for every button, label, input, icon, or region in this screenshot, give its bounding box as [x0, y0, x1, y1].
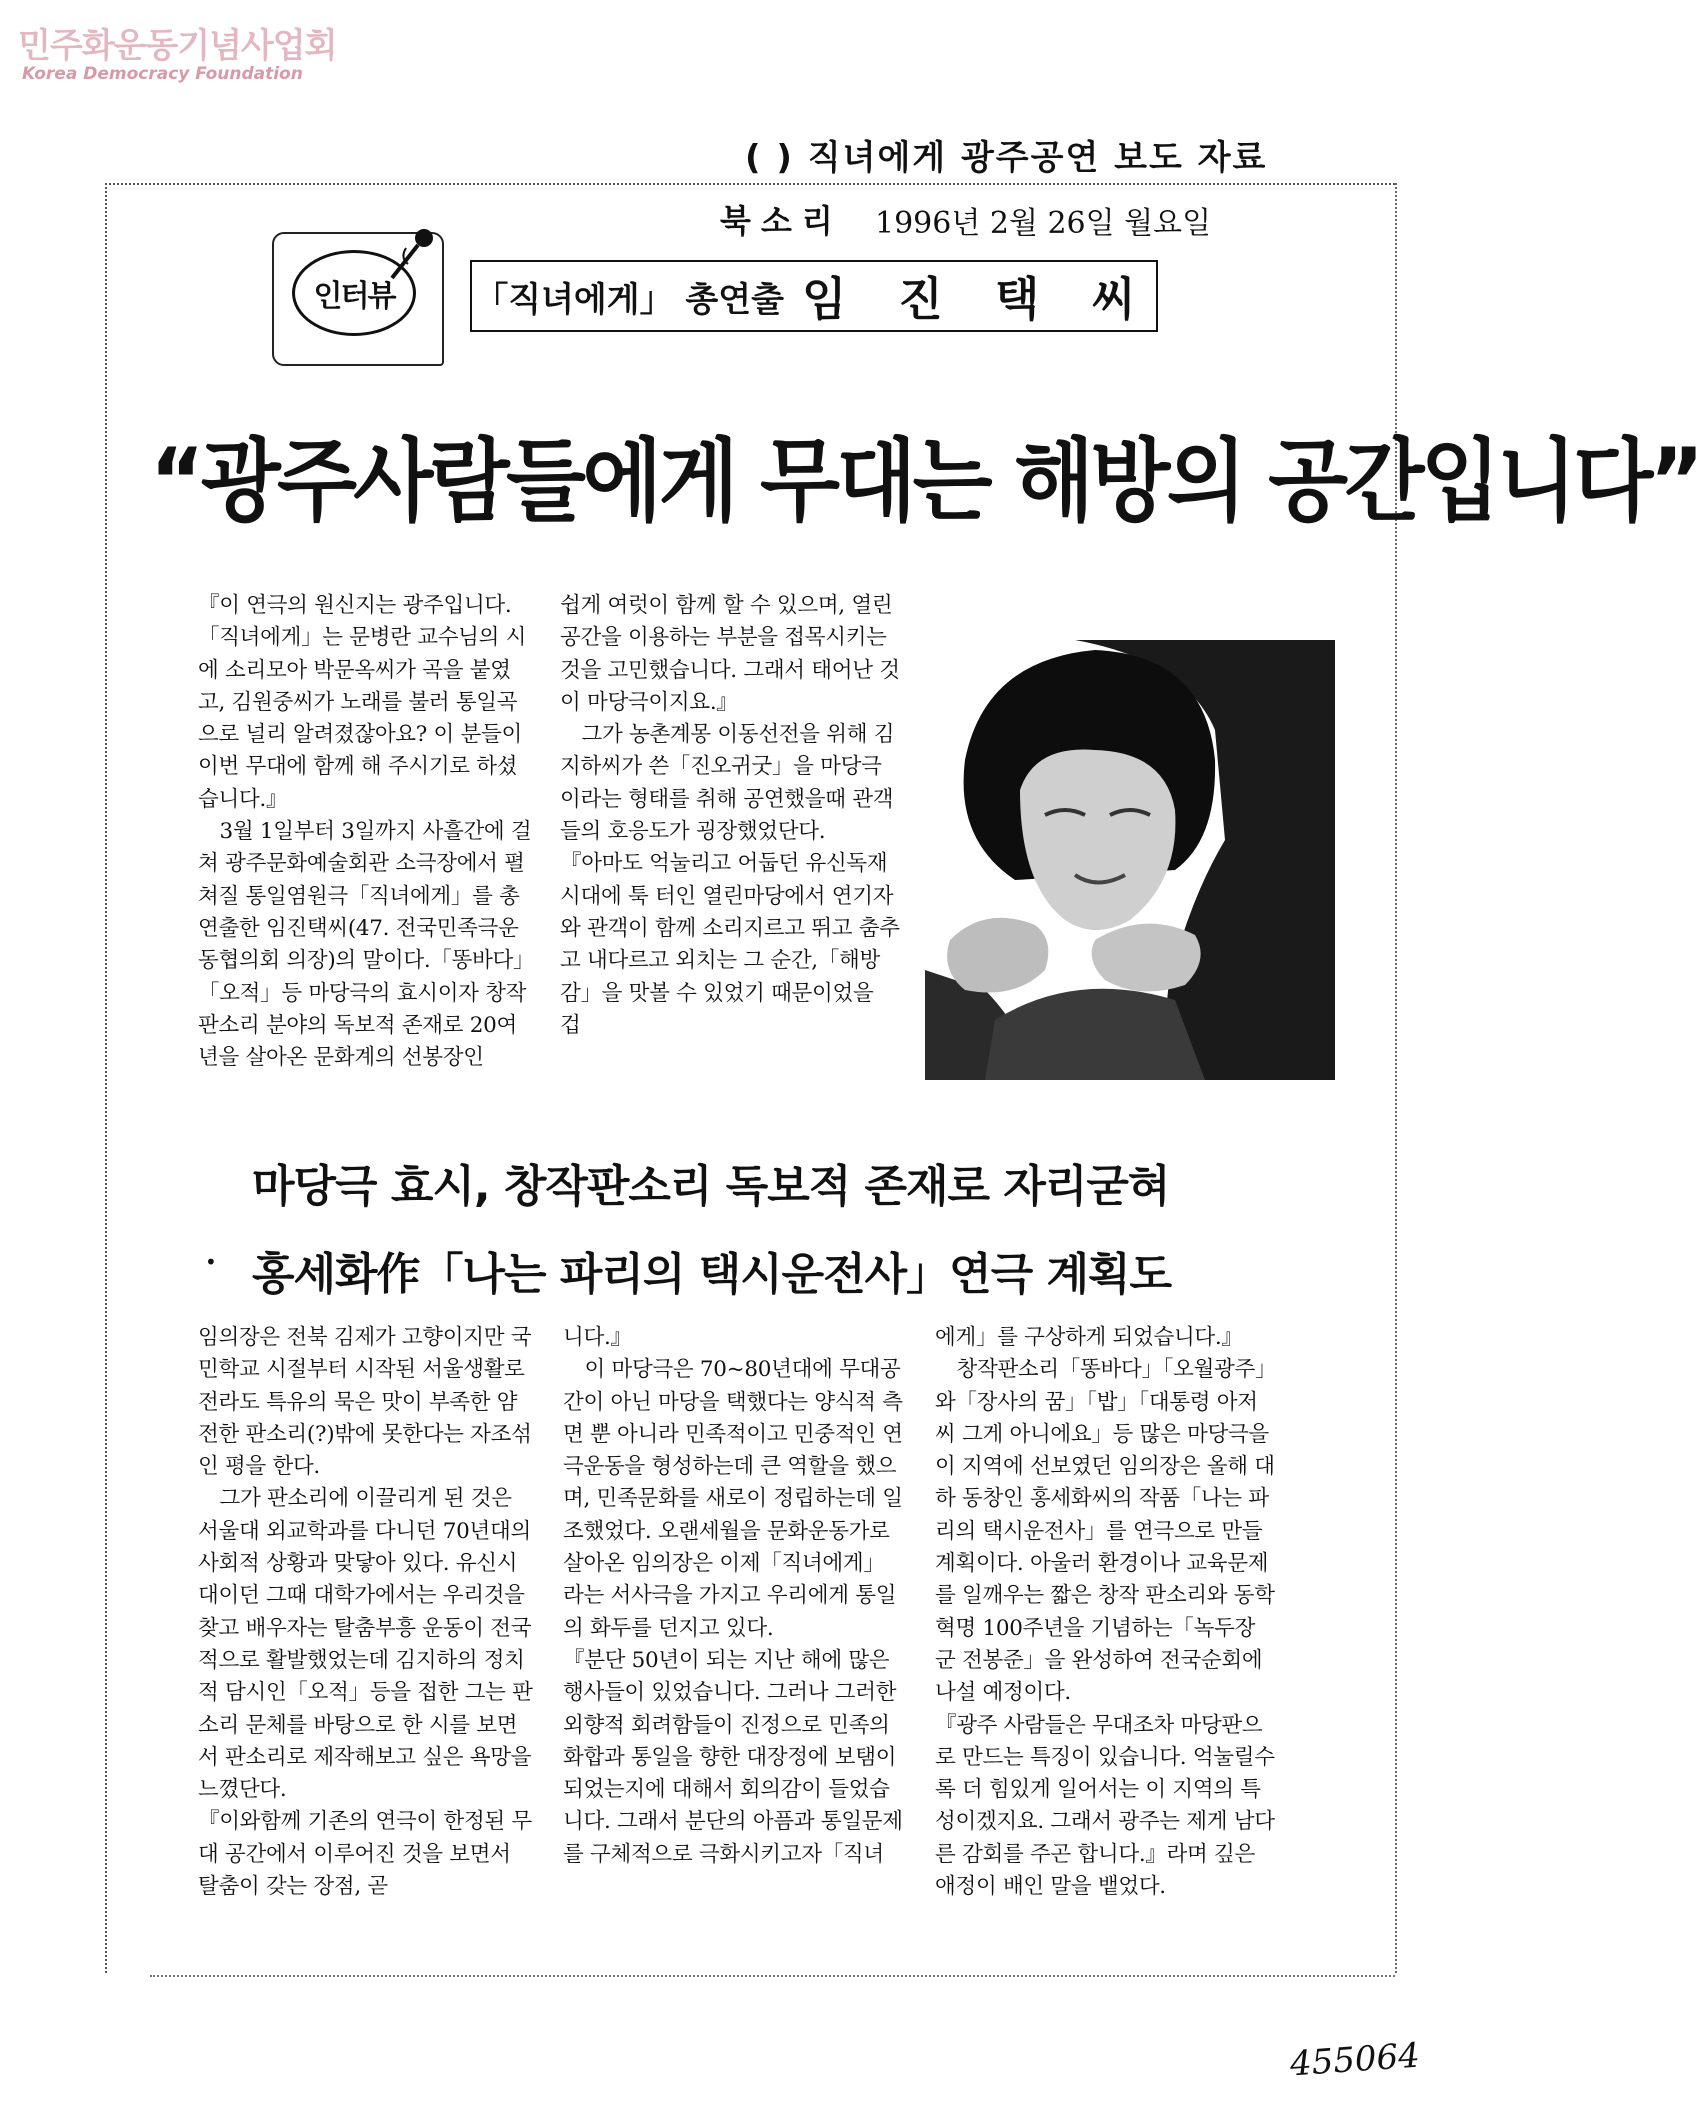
handwritten-archive-number: 455064 — [1288, 2035, 1422, 2085]
watermark-korean: 민주화운동기념사업회 — [18, 26, 337, 66]
frame-border-left — [105, 183, 107, 1973]
paragraph: 『분단 50년이 되는 지난 해에 많은 행사들이 있었습니다. 그러나 그러한 외향적 회려함들이 진정으로 민족의 화합과 통일을 향한 대장정에 보탬이 되었는지에 대해서 회의감이 들었습니다. 그래서 분단의 아픔과 통일문제를 구체적으로 극화시키고자「직녀 — [563, 1647, 903, 1867]
article-column-5 — [935, 1322, 1275, 1903]
interviewee-name: 임 진 택 씨 — [801, 272, 1154, 326]
frame-border-bottom — [150, 1975, 1395, 1977]
interview-badge-label: 인터뷰 — [313, 279, 395, 314]
paragraph: 임의장은 전북 김제가 고향이지만 국민학교 시절부터 시작된 서울생활로 전라도 특유의 묵은 맛이 부족한 얌전한 판소리(?)밖에 못한다는 자조섞인 평을 한다. — [198, 1325, 532, 1480]
bullet-dot: • — [205, 1250, 217, 1274]
subheadline-2: 홍세화作「나는 파리의 택시운전사」연극 계획도 — [252, 1249, 1172, 1300]
paragraph: 그가 판소리에 이끌리게 된 것은 서울대 외교학과를 다니던 70년대의 사회적 상황과 맞닿아 있다. 유신시대이던 그때 대학가에서는 우리것을 찾고 배우자는 탈춤부흥 운동이 전국적으로 활발했었는데 김지하의 정치적 담시인「오적」등을 접한 그는 판소리 문체를 바탕으로 한 시를 보면서 판소리로 제작해보고 싶은 욕망을 느꼈단다. — [198, 1486, 533, 1803]
paragraph: 쉽게 여럿이 함께 할 수 있으며, 열린공간을 이용하는 부분을 접목시키는 것을 고민했습니다. 그래서 태어난 것이 마당극이지요.』 — [560, 593, 900, 715]
article-column-2 — [560, 590, 900, 1042]
paragraph: 창작판소리「똥바다」「오월광주」와「장사의 꿈」「밥」「대통령 아저씨 그게 아니에요」등 많은 마당극을 이 지역에 선보였던 임의장은 올해 대하 동창인 홍세화씨의 작품「나는 파리의 택시운전사」를 연극으로 만들 계획이다. 아울러 환경이나 교육문제를 일깨우는 짧은 창작 판소리와 동학혁명 100주년을 기념하는「녹두장군 전봉준」을 완성하여 전국순회에 나설 예정이다. — [935, 1357, 1275, 1706]
clip-label: ( ) 직녀에게 광주공연 보도 자료 — [745, 138, 1268, 178]
interviewee-box — [470, 260, 1158, 332]
main-headline: “광주사람들에게 무대는 해방의 공간입니다” — [150, 429, 1700, 534]
interviewee-role: 「직녀에게」 총연출 — [474, 279, 784, 320]
paragraph: 니다.』 — [563, 1325, 632, 1350]
publication-name: 북소리 — [720, 202, 843, 240]
paragraph: 이 마당극은 70~80년대에 무대공간이 아닌 마당을 택했다는 양식적 측면 뿐 아니라 민족적이고 민중적인 연극운동을 형성하는데 큰 역할을 했으며, 민족문화를 새로이 정립하는데 일조했었다. 오랜세월을 문화운동가로 살아온 임의장은 이제「직녀에게」라는 서사극을 가지고 우리에게 통일의 화두를 던지고 있다. — [563, 1357, 903, 1641]
microphone-icon — [378, 218, 448, 288]
paragraph: 『이와함께 기존의 연극이 한정된 무대 공간에서 이루어진 것을 보면서 탈춤이 갖는 장점, 곧 — [198, 1809, 532, 1900]
paragraph: 3월 1일부터 3일까지 사흘간에 걸쳐 광주문화예술회관 소극장에서 펼쳐질 통일염원극「직녀에게」를 총연출한 임진택씨(47. 전국민족극운동협의회 의장)의 말이다.「똥바다」「오적」등 마당극의 효시이자 창작판소리 분야의 독보적 존재로 20여년을 살아온 문화계의 선봉장인 — [198, 819, 532, 1071]
publication-date: 1996년 2월 26일 월요일 — [875, 206, 1212, 241]
paragraph: 『이 연극의 원신지는 광주입니다.「직녀에게」는 문병란 교수님의 시에 소리모아 박문옥씨가 곡을 붙였고, 김원중씨가 노래를 불러 통일곡으로 널리 알려졌잖아요? 이 분들이 이번 무대에 함께 해 주시기로 하셨습니다.』 — [198, 593, 527, 812]
paragraph: 그가 농촌계몽 이동선전을 위해 김지하씨가 쓴「진오귀굿」을 마당극이라는 형태를 취해 공연했을때 관객들의 호응도가 굉장했었단다. — [560, 722, 895, 845]
watermark-english: Korea Democracy Foundation — [22, 64, 303, 84]
article-column-1 — [198, 590, 534, 1074]
article-column-4 — [563, 1322, 903, 1871]
interview-photo — [925, 640, 1335, 1080]
article-column-3 — [198, 1322, 534, 1903]
paragraph: 『아마도 억눌리고 어둡던 유신독재 시대에 툭 터인 열린마당에서 연기자와 관객이 함께 소리지르고 뛰고 춤추고 내다르고 외치는 그 순간,「해방감」을 맛볼 수 있었기 때문이었을 겁 — [560, 851, 900, 1038]
paragraph: 『광주 사람들은 무대조차 마당판으로 만드는 특징이 있습니다. 억눌릴수록 더 힘있게 일어서는 이 지역의 특성이겠지요. 그래서 광주는 제게 남다른 감회를 주곤 합니다.』라며 깊은 애정이 배인 말을 뱉었다. — [935, 1712, 1275, 1900]
subheadline-1: 마당극 효시, 창작판소리 독보적 존재로 자리굳혀 — [252, 1161, 1170, 1212]
frame-border-top — [105, 183, 1395, 185]
paragraph: 에게」를 구상하게 되었습니다.』 — [935, 1325, 1243, 1350]
